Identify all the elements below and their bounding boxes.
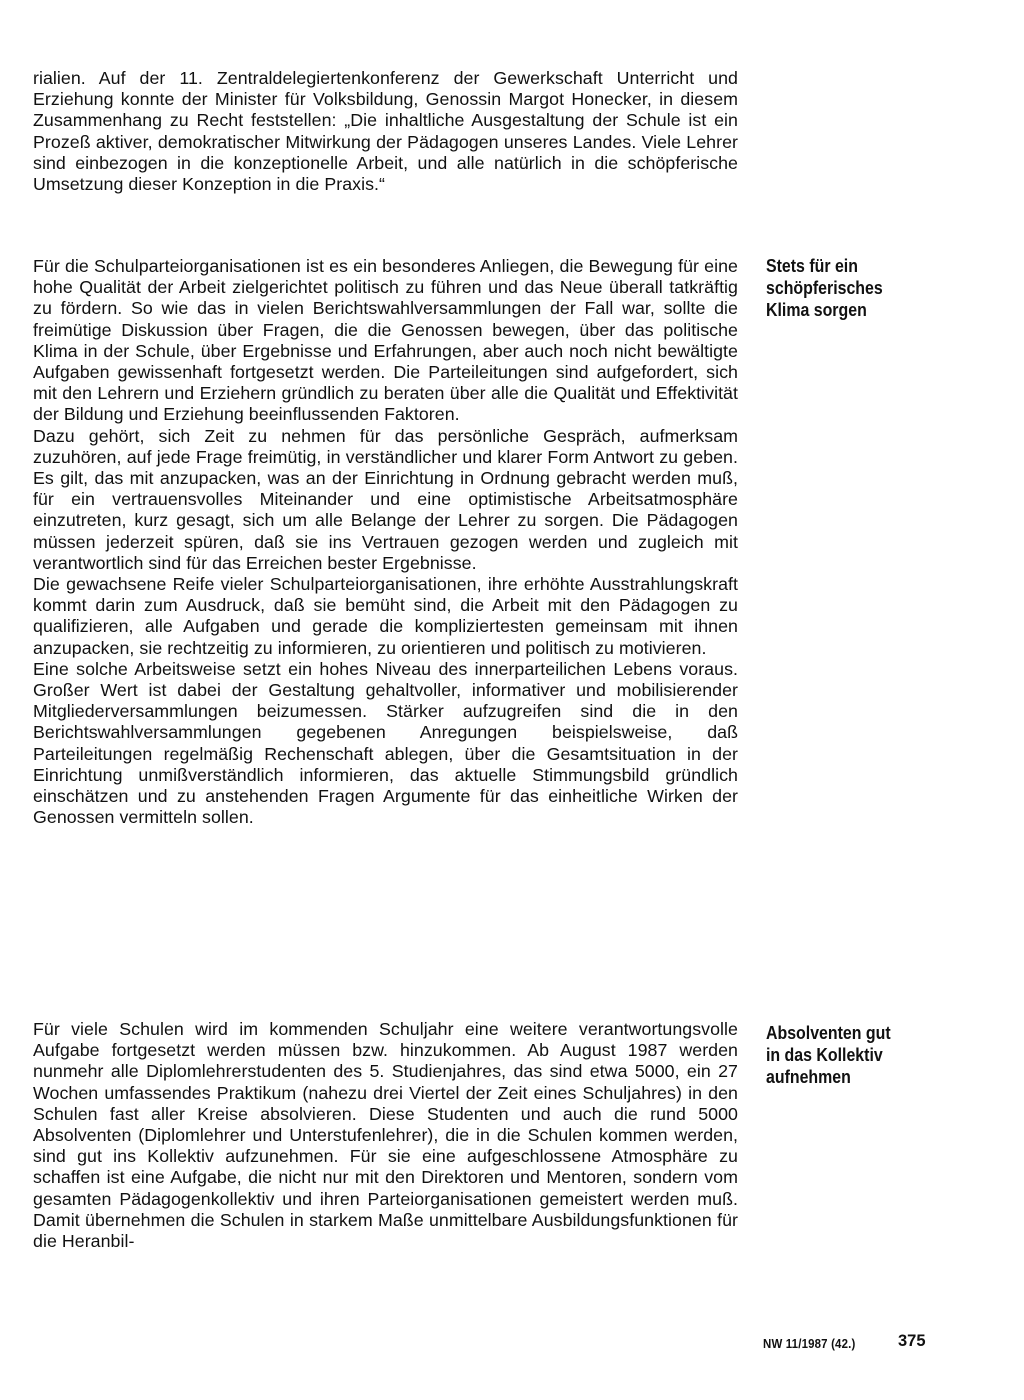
text-block-intro [33,68,738,195]
paragraph: rialien. Auf der 11. Zentraldelegiertenkonferenz der Gewerkschaft Unterricht und Erziehung konnte der Minister für Volksbildung, Genossin Margot Honecker, in diesem Zusammenhang zu Recht feststellen: „Die inhaltliche Ausgestaltung der Schule ist ein Prozeß aktiver, demokratischer Mitwirkung der Pädagogen unseres Landes. Viele Lehrer sind einbezogen in die konzeptionelle Arbeit, und alle natürlich in die schöpferische Umsetzung dieser Konzeption in die Praxis.“ [33,68,738,195]
page-number: 375 [898,1332,926,1350]
text-block-party-organisations [33,256,738,828]
issue-reference: NW 11/1987 (42.) [763,1336,856,1351]
margin-heading-line: Klima sorgen [766,299,867,320]
paragraph: Für die Schulparteiorganisationen ist es ein besonderes Anliegen, die Bewegung für eine hohe Qualität der Arbeit zielgerichtet politisch zu führen und das Neue überall tatkräftig zu fördern. So wie das in vielen Berichtswahlversammlungen der Fall war, sollte die freimütige Diskussion über Fragen, die die Genossen bewegen, über das politische Klima in der Schule, über Ergebnisse und Erfahrungen, aber auch noch nicht bewältigte Aufgaben gewissenhaft fortgesetzt werden. Die Parteileitungen sind aufgefordert, sich mit den Lehrern und Erziehern gründlich zu beraten über alle die Qualität und Effektivität der Bildung und Erziehung beeinflussenden Faktoren. [33,256,738,425]
margin-heading-line: schöpferisches [766,277,883,298]
paragraph: Die gewachsene Reife vieler Schulparteiorganisationen, ihre erhöhte Ausstrahlungskraft kommt darin zum Ausdruck, daß sie bemüht sind, die Arbeit mit den Pädagogen zu qualifizieren, alle Aufgaben und gerade die kompliziertesten gemeinsam mit ihnen anzupacken, sie rechtzeitig zu informieren, zu orientieren und politisch zu motivieren. [33,574,738,658]
margin-heading-line: in das Kollektiv [766,1044,883,1065]
paragraph: Dazu gehört, sich Zeit zu nehmen für das persönliche Gespräch, aufmerksam zuzuhören, auf jede Frage freimütig, in verständlicher und klarer Form Antwort zu geben. Es gilt, das mit anzupacken, was an der Einrichtung in Ordnung gebracht werden muß, für ein vertrauensvolles Miteinander und eine optimistische Arbeitsatmosphäre einzutreten, kurz gesagt, sich um alle Belange der Lehrer zu sorgen. Die Pädagogen müssen jederzeit spüren, daß sie ins Vertrauen gezogen werden und zugleich mit verantwortlich sind für das Erreichen bester Ergebnisse. [33,425,738,573]
paragraph: Eine solche Arbeitsweise setzt ein hohes Niveau des innerparteilichen Lebens voraus. Großer Wert ist dabei der Gestaltung gehaltvoller, informativer und mobilisierender Mitgliederversammlungen beizumessen. Stärker aufzugreifen sind die in den Berichtswahlversammlungen gegebenen Anregungen beispielsweise, daß Parteileitungen regelmäßig Rechenschaft ablegen, über die Gesamtsituation in der Einrichtung unmißverständlich informieren, das aktuelle Stimmungsbild gründlich einschätzen und zu anstehenden Fragen Argumente für das einheitliche Wirken der Genossen vermitteln sollen. [33,658,738,828]
paragraph: Für viele Schulen wird im kommenden Schuljahr eine weitere verantwortungsvolle Aufgabe fortgesetzt werden müssen bzw. hinzukommen. Ab August 1987 werden nunmehr alle Diplomlehrerstudenten des 5. Studienjahres, das sind etwa 5000, ein 27 Wochen umfassendes Praktikum (nahezu drei Viertel der Zeit eines Schuljahres) in den Schulen fast aller Kreise absolvieren. Diese Studenten und auch die rund 5000 Absolventen (Diplomlehrer und Unterstufenlehrer), die in die Schulen kommen werden, sind gut ins Kollektiv aufzunehmen. Für sie eine aufgeschlossene Atmosphäre zu schaffen ist eine Aufgabe, die nicht nur mit den Direktoren und Mentoren, sondern vom gesamten Pädagogenkollektiv und ihren Parteiorganisationen gemeistert werden muß. Damit übernehmen die Schulen in starkem Maße unmittelbare Ausbildungsfunktionen für die Heranbil- [33,1019,738,1252]
margin-heading-line: Stets für ein [766,255,858,276]
text-block-graduates [33,1019,738,1252]
margin-heading-climate [766,255,938,321]
margin-heading-line: Absolventen gut [766,1022,891,1043]
margin-heading-graduates [766,1022,938,1088]
margin-heading-line: aufnehmen [766,1066,851,1087]
